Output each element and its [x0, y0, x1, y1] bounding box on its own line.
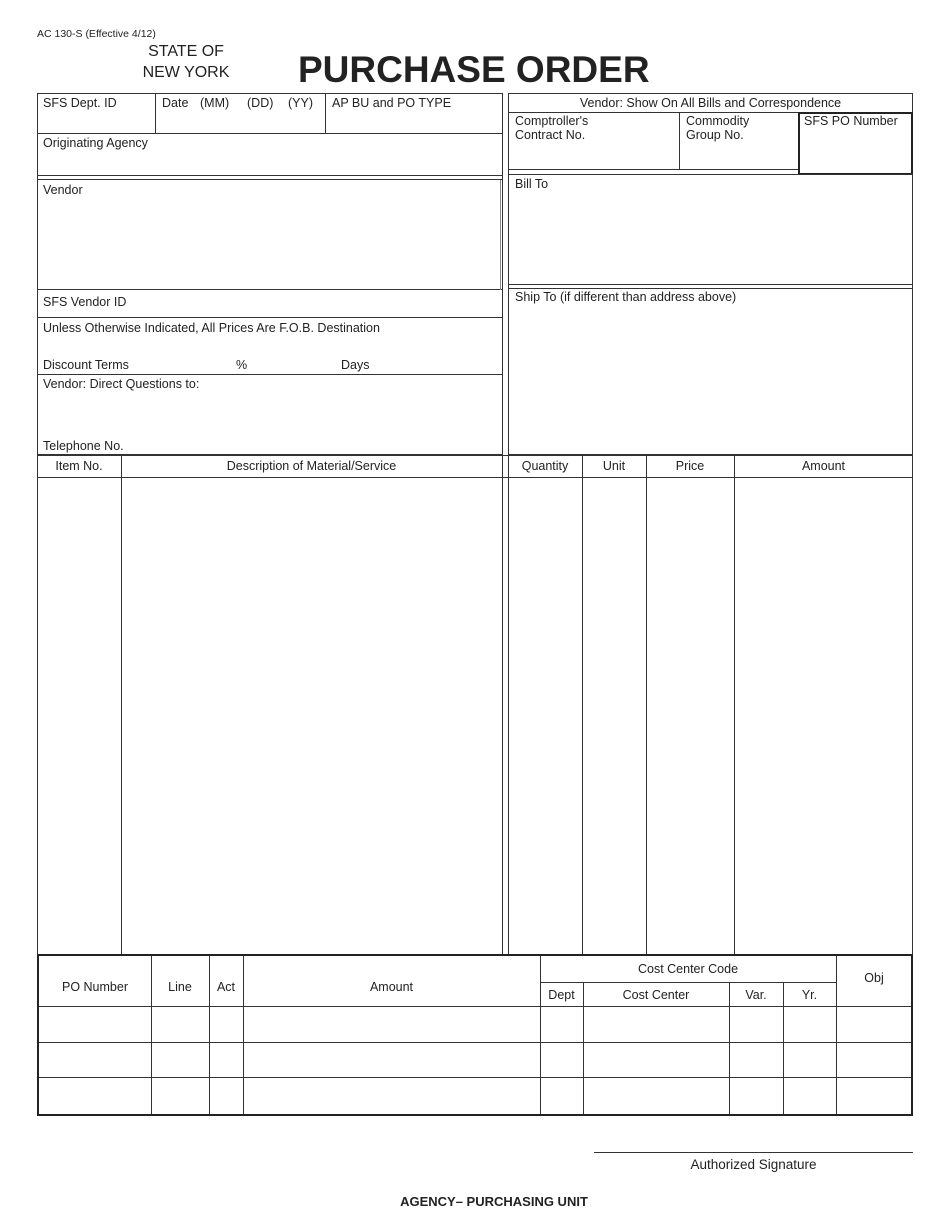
- bill-to-label: Bill To: [515, 177, 549, 191]
- var-header: Var.: [745, 988, 767, 1002]
- discount-percent-field[interactable]: [140, 350, 230, 372]
- amount-column[interactable]: [735, 478, 912, 954]
- obj-header: Obj: [864, 971, 884, 985]
- sfs-vendor-id-label: SFS Vendor ID: [43, 295, 127, 309]
- comptroller-label-1: Comptroller's: [515, 114, 589, 128]
- date-label: Date: [162, 96, 189, 110]
- price-header: Price: [675, 459, 705, 473]
- sfs-po-number-label: SFS PO Number: [804, 114, 898, 128]
- description-header: Description of Material/Service: [226, 459, 397, 473]
- price-column[interactable]: [647, 478, 734, 954]
- date-dd-label: (DD): [247, 96, 274, 110]
- discount-percent-label: %: [236, 358, 248, 372]
- vendor-show-label: Vendor: Show On All Bills and Correspondence: [579, 96, 842, 110]
- accounting-amount-header: Amount: [369, 980, 414, 994]
- direct-questions-label: Vendor: Direct Questions to:: [43, 377, 200, 391]
- sfs-dept-id-label: SFS Dept. ID: [43, 96, 117, 110]
- date-yy-label: (YY): [288, 96, 313, 110]
- comptroller-label-2: Contract No.: [515, 128, 586, 142]
- quantity-column[interactable]: [509, 478, 582, 954]
- originating-agency-label: Originating Agency: [43, 136, 148, 150]
- cost-center-code-header: Cost Center Code: [637, 962, 739, 976]
- authorized-signature-label: Authorized Signature: [690, 1157, 817, 1172]
- quantity-header: Quantity: [521, 459, 569, 473]
- fob-note: Unless Otherwise Indicated, All Prices Are F.O.B. Destination: [43, 321, 380, 335]
- accounting-row[interactable]: [39, 1043, 911, 1077]
- bill-to-field[interactable]: [509, 175, 912, 284]
- amount-header: Amount: [801, 459, 846, 473]
- signature-line[interactable]: [594, 1152, 913, 1153]
- unit-column[interactable]: [583, 478, 646, 954]
- ship-to-label: Ship To (if different than address above): [515, 290, 737, 304]
- commodity-label-1: Commodity: [686, 114, 750, 128]
- commodity-label-2: Group No.: [686, 128, 744, 142]
- page-title: PURCHASE ORDER: [298, 49, 650, 90]
- yr-header: Yr.: [801, 988, 818, 1002]
- item-no-header: Item No.: [55, 459, 103, 473]
- form-code: AC 130-S (Effective 4/12): [37, 28, 156, 40]
- discount-days-label: Days: [341, 358, 370, 372]
- po-number-header: PO Number: [62, 980, 128, 994]
- telephone-label: Telephone No.: [43, 439, 124, 453]
- sfs-dept-id-field[interactable]: [38, 94, 154, 133]
- description-column[interactable]: [122, 478, 502, 954]
- ap-bu-label: AP BU and PO TYPE: [332, 96, 452, 110]
- vendor-field[interactable]: [38, 180, 502, 289]
- cost-center-header: Cost Center: [622, 988, 690, 1002]
- unit-header: Unit: [602, 459, 626, 473]
- discount-days-field[interactable]: [250, 350, 338, 372]
- discount-terms-label: Discount Terms: [43, 358, 129, 372]
- act-header: Act: [216, 980, 236, 994]
- ship-to-field[interactable]: [509, 289, 912, 454]
- dept-header: Dept: [548, 988, 575, 1002]
- state-line-2: NEW YORK: [142, 64, 230, 81]
- item-no-column[interactable]: [38, 478, 121, 954]
- accounting-row[interactable]: [39, 1007, 911, 1042]
- state-line-1: STATE OF: [148, 43, 224, 60]
- purchasing-unit-label: AGENCY– PURCHASING UNIT: [400, 1194, 588, 1209]
- vendor-label: Vendor: [43, 183, 83, 197]
- line-header: Line: [168, 980, 192, 994]
- accounting-row[interactable]: [39, 1078, 911, 1114]
- date-mm-label: (MM): [200, 96, 230, 110]
